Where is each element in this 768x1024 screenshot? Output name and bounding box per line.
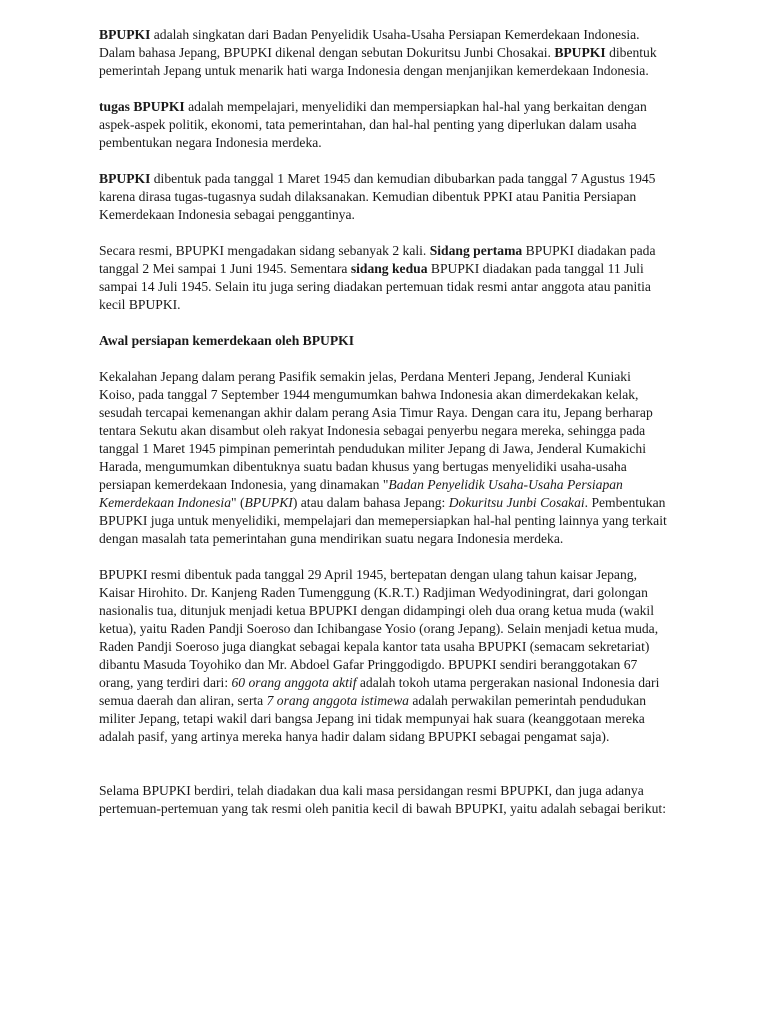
text-run: BPUPKI diadakan pada tanggal 2 Mei sampai 1 Juni 1945. Sementara (99, 243, 656, 276)
text-run: adalah mempelajari, menyelidiki dan mempersiapkan hal-hal yang berkaitan dengan aspek-aspek politik, ekonomi, tata pemerintahan, dan hal-hal penting yang diperlukan dalam usaha pembentukan negara Indonesia merdeka. (99, 99, 647, 150)
italic-term: BPUPKI (244, 495, 293, 510)
text-run: Secara resmi, BPUPKI mengadakan sidang sebanyak 2 kali. (99, 243, 430, 258)
paragraph-intro (99, 26, 669, 80)
text-run: Kekalahan Jepang dalam perang Pasifik semakin jelas, Perdana Menteri Jepang, Jenderal Kuniaki Koiso, pada tanggal 7 September 1944 mengumumkan bahwa Indonesia akan dimerdekakan kelak, sesudah tercapai kemenangan akhir dalam perang Asia Timur Raya. Dengan cara itu, Jepang berharap tentara Sekutu akan disambut oleh rakyat Indonesia sebagai penyerbu negara mereka, sehingga pada tanggal 1 Maret 1945 pimpinan pemerintah pendudukan militer Jepang di Jawa, Jenderal Kumakichi Harada, mengumumkan dibentuknya suatu badan khusus yang bertugas menyelidiki usaha-usaha persiapan kemerdekaan Indonesia, yang dinamakan " (99, 369, 653, 492)
paragraph-sidang (99, 242, 669, 314)
text-run: . Pembentukan BPUPKI juga untuk menyelidiki, mempelajari dan memepersiapkan hal-hal penting lainnya yang terkait dengan masalah tata pemerintahan guna mendirikan suatu negara Indonesia merdeka. (99, 495, 667, 546)
paragraph-tugas (99, 98, 669, 152)
bold-term: BPUPKI (99, 171, 151, 186)
document-page (99, 26, 669, 836)
text-run: dibentuk pemerintah Jepang untuk menarik hati warga Indonesia dengan menjanjikan kemerdekaan Indonesia. (99, 45, 657, 78)
bold-term: Sidang pertama (429, 243, 523, 258)
text-run: adalah singkatan dari Badan Penyelidik Usaha-Usaha Persiapan Kemerdekaan Indonesia. Dalam bahasa Jepang, BPUPKI dikenal dengan sebutan Dokuritsu Junbi Chosakai. (99, 27, 640, 60)
italic-term: 7 orang anggota istimewa (266, 693, 409, 708)
bold-term: BPUPKI (554, 45, 606, 60)
italic-term: 60 orang anggota aktif (231, 675, 357, 690)
text-run: BPUPKI resmi dibentuk pada tanggal 29 April 1945, bertepatan dengan ulang tahun kaisar Jepang, Kaisar Hirohito. Dr. Kanjeng Raden Tumenggung (K.R.T.) Radjiman Wedyodiningrat, dari golongan nasionalis tua, ditunjuk menjadi ketua BPUPKI dengan didampingi oleh dua orang ketua muda (wakil ketua), yaitu Raden Pandji Soeroso dan Ichibangase Yosio (orang Jepang). Selain menjadi ketua muda, Raden Pandji Soeroso juga diangkat sebagai kepala kantor tata usaha BPUPKI (semacam sekretariat) dibantu Masuda Toyohiko dan Mr. Abdoel Gafar Pringgodigdo. BPUPKI sendiri beranggotakan 67 orang, yang terdiri dari: (99, 567, 659, 690)
section-heading: Awal persiapan kemerdekaan oleh BPUPKI (99, 333, 355, 348)
italic-term: Dokuritsu Junbi Cosakai (448, 495, 585, 510)
paragraph-kekalahan (99, 368, 669, 548)
text-run: adalah perwakilan pemerintah pendudukan militer Jepang, tetapi wakil dari bangsa Jepang ini tidak mempunyai hak suara (keanggotaan mereka adalah pasif, yang artinya mereka hanya hadir dalam sidang BPUPKI sebagai pengamat saja). (99, 693, 646, 744)
bold-term: BPUPKI (99, 27, 151, 42)
bold-term: sidang kedua (350, 261, 428, 276)
paragraph-resmi-dibentuk (99, 566, 669, 746)
text-run: dibentuk pada tanggal 1 Maret 1945 dan kemudian dibubarkan pada tanggal 7 Agustus 1945 karena dirasa tugas-tugasnya sudah dilaksanakan. Kemudian dibentuk PPKI atau Panitia Persiapan Kemerdekaan Indonesia sebagai penggantinya. (99, 171, 656, 222)
text-run: BPUPKI diadakan pada tanggal 11 Juli sampai 14 Juli 1945. Selain itu juga sering diadakan pertemuan tidak resmi antar anggota atau panitia kecil BPUPKI. (99, 261, 651, 312)
text-run: ) atau dalam bahasa Jepang: (292, 495, 449, 510)
bold-term: tugas BPUPKI (99, 99, 185, 114)
text-run: " ( (231, 495, 245, 510)
italic-term: Badan Penyelidik Usaha-Usaha Persiapan Kemerdekaan Indonesia (99, 477, 623, 510)
spacer (99, 746, 669, 782)
paragraph-selama: Selama BPUPKI berdiri, telah diadakan dua kali masa persidangan resmi BPUPKI, dan juga adanya pertemuan-pertemuan yang tak resmi oleh panitia kecil di bawah BPUPKI, yaitu adalah sebagai berikut: (99, 783, 666, 816)
text-run: adalah tokoh utama pergerakan nasional Indonesia dari semua daerah dan aliran, serta (99, 675, 660, 708)
paragraph-dibentuk (99, 170, 669, 224)
